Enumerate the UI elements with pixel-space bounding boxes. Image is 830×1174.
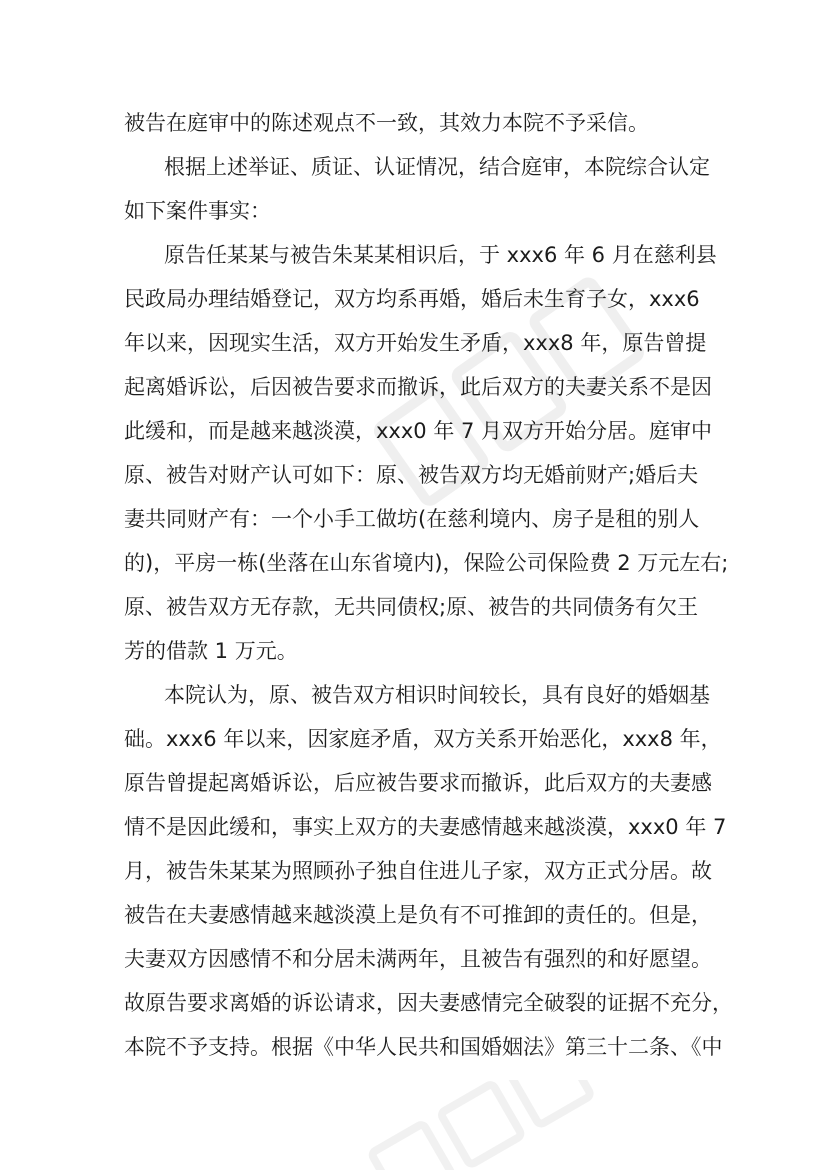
text-line: 故原告要求离婚的诉讼请求，因夫妻感情完全破裂的证据不充分， xyxy=(124,991,733,1015)
text-line: 民政局办理结婚登记，双方均系再婚，婚后未生育子女，xxx6 xyxy=(124,287,700,311)
text-line: 原、被告双方无存款，无共同债权;原、被告的共同债务有欠王 xyxy=(124,595,699,619)
watermark-graphic-bottom xyxy=(330,1080,610,1170)
text-line: 被告在夫妻感情越来越淡漠上是负有不可推卸的责任的。但是， xyxy=(124,903,712,927)
paragraph-start-line: 原告任某某与被告朱某某相识后，于 xxx6 年 6 月在慈利县 xyxy=(164,243,717,267)
text-line: 原、被告对财产认可如下：原、被告双方均无婚前财产;婚后夫 xyxy=(124,463,699,487)
paragraph-start-line: 根据上述举证、质证、认证情况，结合庭审，本院综合认定 xyxy=(164,155,710,179)
paragraph-start-line: 本院认为，原、被告双方相识时间较长，具有良好的婚姻基 xyxy=(164,683,710,707)
text-line: 夫妻双方因感情不和分居未满两年，且被告有强烈的和好愿望。 xyxy=(124,947,712,971)
text-line: 原告曾提起离婚诉讼，后应被告要求而撤诉，此后双方的夫妻感 xyxy=(124,771,712,795)
text-line: 的)，平房一栋(坐落在山东省境内)，保险公司保险费 2 万元左右; xyxy=(124,551,729,575)
text-line: 被告在庭审中的陈述观点不一致，其效力本院不予采信。 xyxy=(124,111,649,135)
text-line: 本院不予支持。根据《中华人民共和国婚姻法》第三十二条、《中 xyxy=(124,1035,723,1059)
text-line: 月，被告朱某某为照顾孙子独自住进儿子家，双方正式分居。故 xyxy=(124,859,712,883)
text-line: 起离婚诉讼，后因被告要求而撤诉，此后双方的夫妻关系不是因 xyxy=(124,375,712,399)
text-line: 年以来，因现实生活，双方开始发生矛盾，xxx8 年，原告曾提 xyxy=(124,331,707,355)
text-line: 础。xxx6 年以来，因家庭矛盾，双方关系开始恶化，xxx8 年， xyxy=(124,727,722,751)
text-line: 妻共同财产有：一个小手工做坊(在慈利境内、房子是租的别人 xyxy=(124,507,700,531)
text-line: 如下案件事实： xyxy=(124,199,271,223)
text-line: 此缓和，而是越来越淡漠，xxx0 年 7 月双方开始分居。庭审中 xyxy=(124,419,713,443)
text-line: 芳的借款 1 万元。 xyxy=(124,639,298,663)
text-line: 情不是因此缓和，事实上双方的夫妻感情越来越淡漠，xxx0 年 7 xyxy=(124,815,727,839)
